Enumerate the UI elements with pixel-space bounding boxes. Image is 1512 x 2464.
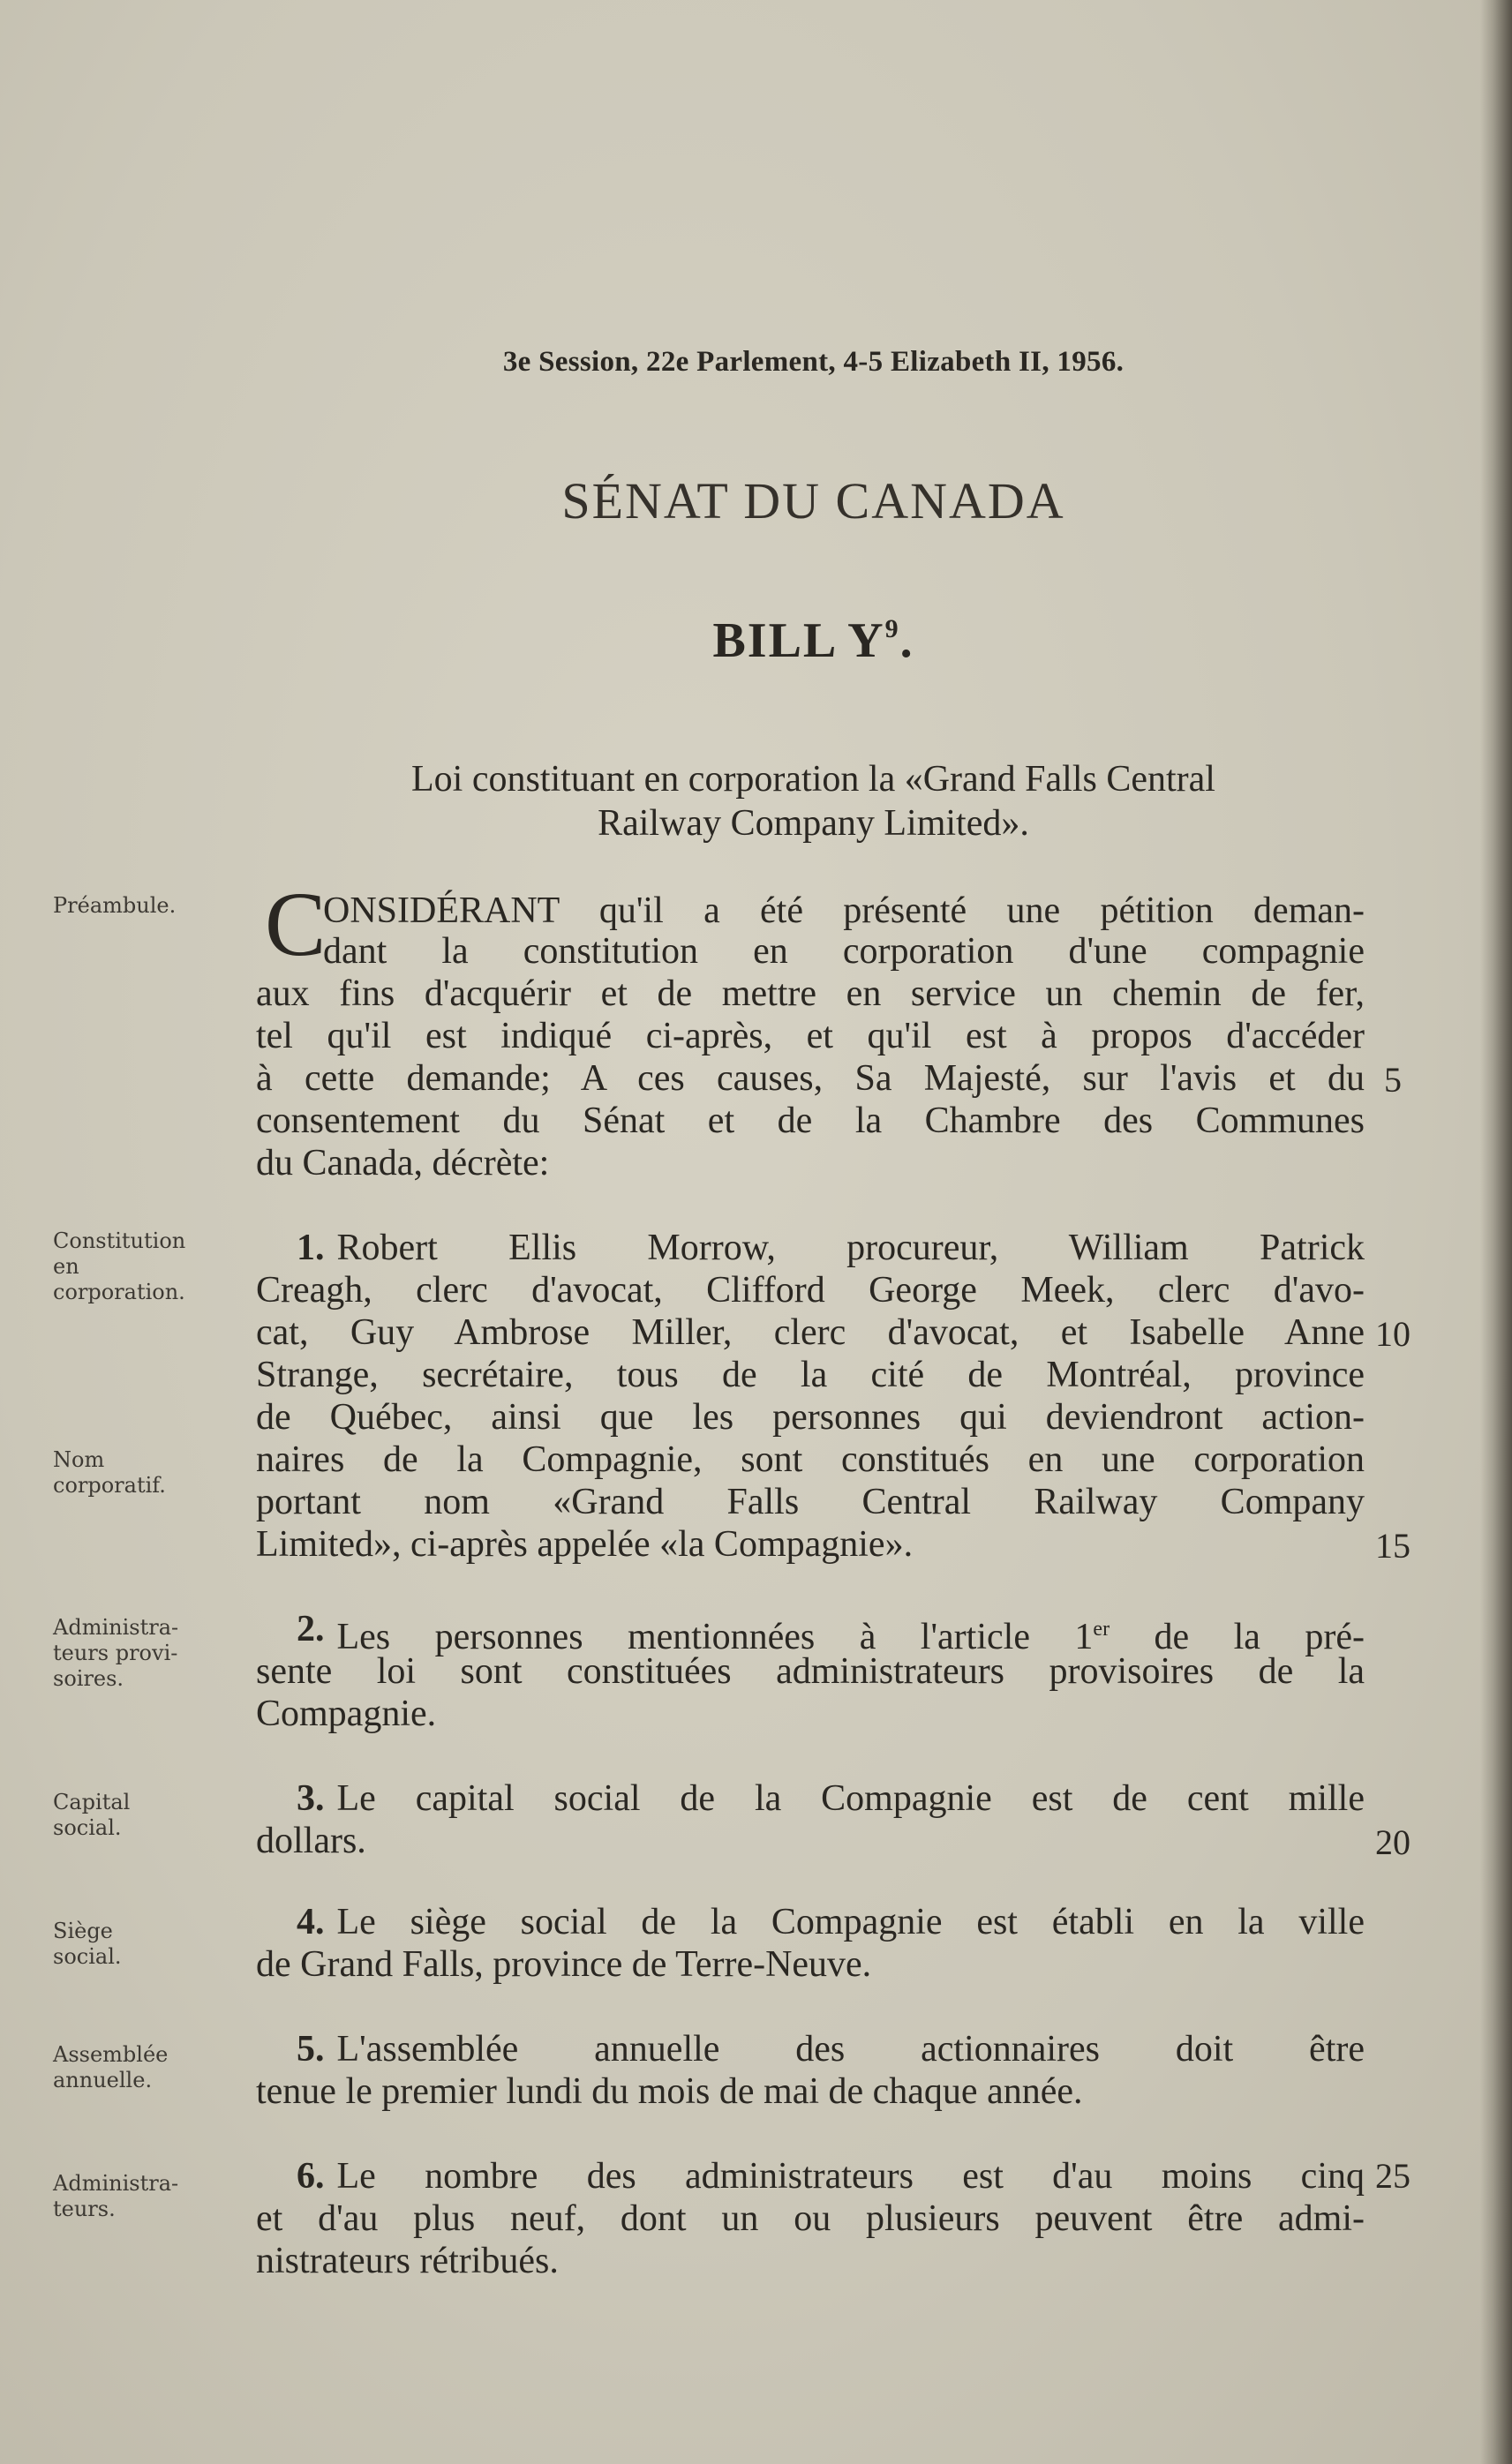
section-2-line bbox=[297, 1608, 1365, 1657]
margin-note-text: Siège bbox=[53, 1919, 113, 1943]
margin-note-capital bbox=[53, 1790, 238, 1841]
section-2-line: sente loi sont constituées administrateurs provisoires de la bbox=[256, 1651, 1365, 1692]
section-6-line bbox=[297, 2155, 1365, 2197]
line-number: 20 bbox=[1375, 1822, 1410, 1862]
section-5-line: tenue le premier lundi du mois de mai de chaque année. bbox=[256, 2071, 1083, 2112]
margin-note-assemblee bbox=[53, 2042, 238, 2093]
margin-note-text: social. bbox=[53, 1815, 122, 1840]
section-4-line bbox=[297, 1901, 1365, 1943]
section-6-line: et d'au plus neuf, dont un ou plusieurs peuvent être admi- bbox=[256, 2198, 1365, 2239]
section-3-line: dollars. bbox=[256, 1821, 366, 1861]
margin-note-text: corporation. bbox=[53, 1280, 185, 1304]
section-text: Le siège social de la Compagnie est établi en la ville bbox=[336, 1902, 1365, 1942]
margin-note-text: teurs. bbox=[53, 2197, 116, 2221]
margin-note-admin-provisoires bbox=[53, 1615, 238, 1692]
line-number: 15 bbox=[1375, 1526, 1410, 1566]
bill-superscript: 9 bbox=[884, 614, 900, 643]
short-title-line: Loi constituant en corporation la «Grand Falls Central bbox=[411, 759, 1215, 800]
margin-note-text: Préambule. bbox=[53, 893, 177, 918]
chamber-title: SÉNAT DU CANADA bbox=[561, 472, 1065, 530]
section-number: 1. bbox=[297, 1228, 325, 1268]
drop-cap: C bbox=[265, 874, 327, 975]
session-header: 3e Session, 22e Parlement, 4-5 Elizabeth II, 1956. bbox=[502, 346, 1125, 378]
section-text: Le capital social de la Compagnie est de cent mille bbox=[336, 1778, 1365, 1819]
section-text-part: de la pré- bbox=[1110, 1617, 1365, 1657]
margin-note-text: Constitution bbox=[53, 1228, 186, 1253]
short-title-line: Railway Company Limited». bbox=[598, 803, 1029, 844]
section-1-line: Limited», ci-après appelée «la Compagnie». bbox=[256, 1524, 914, 1565]
bill-label: BILL Y bbox=[712, 613, 885, 668]
margin-note-text: soires. bbox=[53, 1666, 124, 1691]
margin-note-preambule bbox=[53, 893, 238, 919]
section-number: 2. bbox=[297, 1609, 325, 1649]
section-text bbox=[336, 1608, 1365, 1657]
section-1-line: Strange, secrétaire, tous de la cité de Montréal, province bbox=[256, 1355, 1365, 1395]
section-6-line: nistrateurs rétribués. bbox=[256, 2241, 559, 2281]
margin-note-administrateurs bbox=[53, 2171, 238, 2222]
margin-note-text: Capital bbox=[53, 1790, 131, 1814]
preamble-line: du Canada, décrète: bbox=[256, 1143, 550, 1183]
line-number: 25 bbox=[1375, 2156, 1410, 2196]
section-text: Robert Ellis Morrow, procureur, William Patrick bbox=[336, 1228, 1365, 1268]
section-1-line bbox=[297, 1227, 1365, 1269]
section-text: L'assemblée annuelle des actionnaires doit être bbox=[336, 2029, 1365, 2070]
margin-note-text: Nom bbox=[53, 1447, 105, 1472]
preamble-line: aux fins d'acquérir et de mettre en service un chemin de fer, bbox=[256, 973, 1365, 1014]
preamble-line: dant la constitution en corporation d'une compagnie bbox=[323, 931, 1365, 972]
margin-note-text: corporatif. bbox=[53, 1473, 166, 1498]
margin-note-text: social. bbox=[53, 1944, 122, 1969]
section-1-line: naires de la Compagnie, sont constitués en une corporation bbox=[256, 1439, 1365, 1480]
section-1-line: Creagh, clerc d'avocat, Clifford George Meek, clerc d'avo- bbox=[256, 1270, 1365, 1311]
preamble-line: ONSIDÉRANT qu'il a été présenté une pétition deman- bbox=[323, 890, 1365, 931]
bill-number bbox=[0, 612, 1512, 669]
margin-note-siege bbox=[53, 1919, 238, 1970]
margin-note-text: Administra- bbox=[53, 2171, 179, 2196]
section-number: 4. bbox=[297, 1902, 325, 1942]
section-3-line bbox=[297, 1777, 1365, 1820]
margin-note-text: annuelle. bbox=[53, 2068, 153, 2092]
section-2-line: Compagnie. bbox=[256, 1694, 437, 1734]
preamble-line: tel qu'il est indiqué ci-après, et qu'il est à propos d'accéder bbox=[256, 1016, 1365, 1056]
section-1-line: cat, Guy Ambrose Miller, clerc d'avocat, et Isabelle Anne bbox=[256, 1312, 1365, 1353]
margin-note-text: Assemblée bbox=[53, 2042, 169, 2067]
section-1-line: de Québec, ainsi que les personnes qui deviendront action- bbox=[256, 1397, 1365, 1438]
section-4-line: de Grand Falls, province de Terre-Neuve. bbox=[256, 1944, 872, 1985]
superscript: er bbox=[1093, 1618, 1110, 1641]
section-number: 3. bbox=[297, 1778, 325, 1819]
margin-note-nom bbox=[53, 1447, 238, 1499]
short-title bbox=[0, 757, 1512, 845]
margin-note-text: en bbox=[53, 1254, 79, 1279]
margin-note-constitution bbox=[53, 1228, 238, 1305]
preamble-line: à cette demande; A ces causes, Sa Majesté, sur l'avis et du bbox=[256, 1058, 1365, 1099]
margin-note-text: teurs provi- bbox=[53, 1641, 178, 1665]
preamble-line: consentement du Sénat et de la Chambre des Communes bbox=[256, 1101, 1365, 1141]
bill-period: . bbox=[899, 613, 914, 668]
section-text-part: Les personnes mentionnées à l'article 1 bbox=[336, 1617, 1094, 1657]
line-number: 10 bbox=[1375, 1314, 1410, 1354]
section-number: 6. bbox=[297, 2156, 325, 2197]
section-1-line: portant nom «Grand Falls Central Railway Company bbox=[256, 1482, 1365, 1522]
section-number: 5. bbox=[297, 2029, 325, 2070]
section-5-line bbox=[297, 2028, 1365, 2070]
section-text: Le nombre des administrateurs est d'au moins cinq bbox=[336, 2156, 1365, 2197]
margin-note-text: Administra- bbox=[53, 1615, 179, 1640]
line-number: 5 bbox=[1384, 1060, 1402, 1100]
